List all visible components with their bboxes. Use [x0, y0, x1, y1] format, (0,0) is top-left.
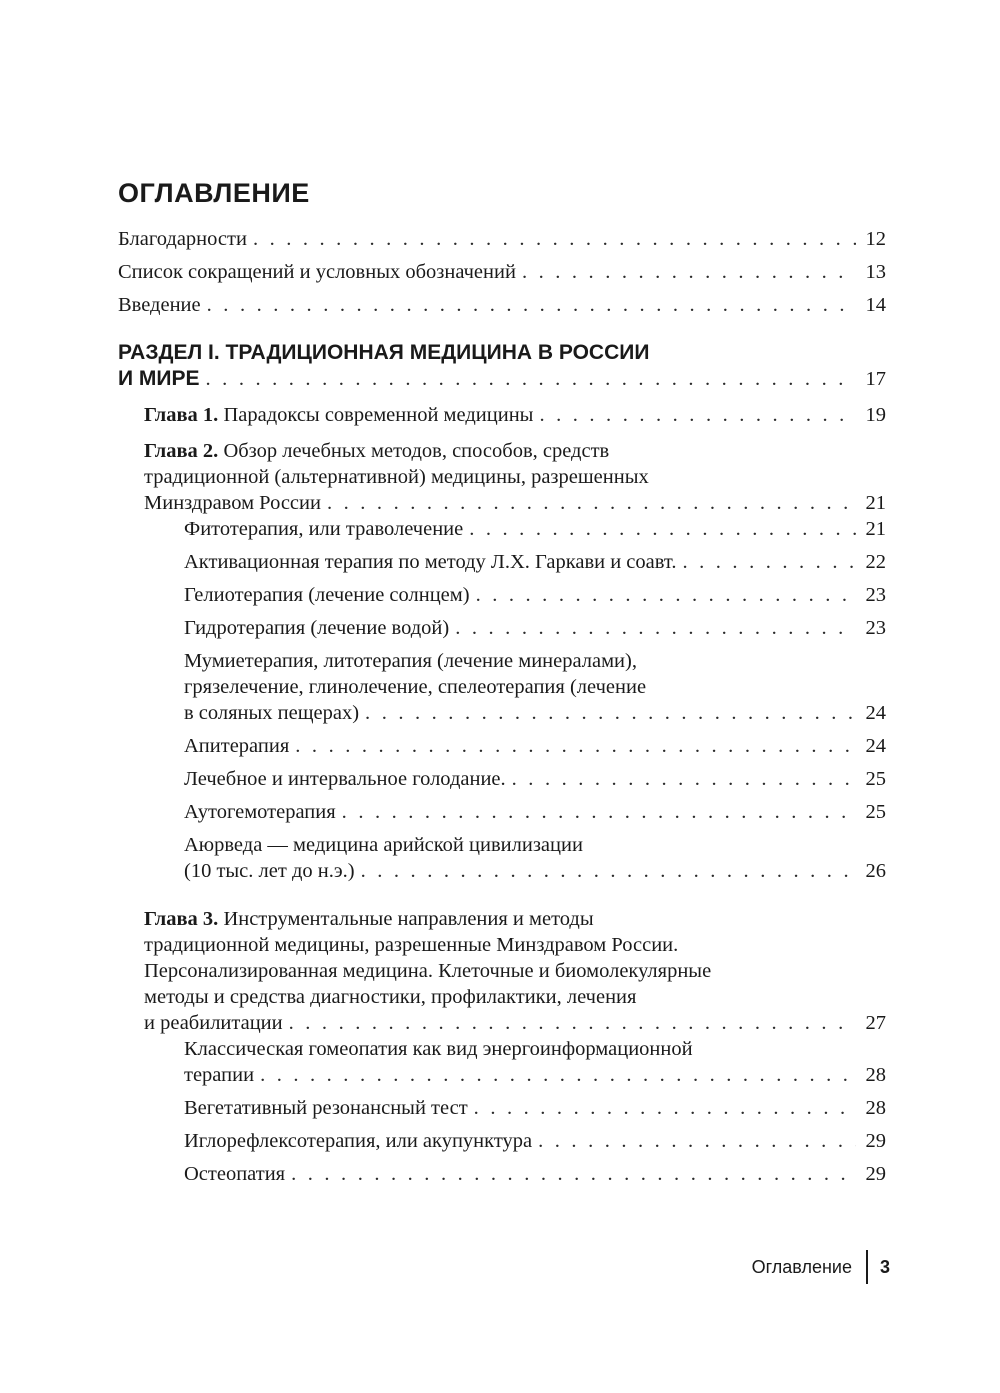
toc-page-number: 21 — [865, 492, 886, 514]
toc-entry-text: Фитотерапия, или траволечение — [184, 518, 464, 540]
toc-page-number: 23 — [865, 584, 886, 606]
toc-entry-text: Иглорефлексотерапия, или акупунктура — [184, 1130, 533, 1152]
toc-subentry[interactable] — [184, 832, 886, 884]
toc-page-number: 25 — [865, 768, 886, 790]
dot-leader — [291, 1161, 856, 1187]
toc-entry-text: Персонализированная медицина. Клеточные и биомолекулярные — [144, 960, 712, 982]
chapter-prefix: Глава 3. — [144, 908, 219, 930]
dot-leader — [206, 366, 856, 392]
toc-subentry[interactable] — [184, 549, 886, 575]
toc-page-number: 24 — [865, 702, 886, 724]
dot-leader — [512, 766, 856, 792]
dot-leader — [253, 226, 856, 252]
toc-page-number: 17 — [865, 368, 886, 390]
toc-page-number: 19 — [865, 404, 886, 426]
dot-leader — [539, 402, 856, 428]
toc-entry-text: традиционной (альтернативной) медицины, разрешенных — [144, 466, 649, 488]
toc-page-number: 27 — [865, 1012, 886, 1034]
toc-entry-text: Мумиетерапия, литотерапия (лечение минералами), — [184, 650, 637, 672]
toc-entry-text: Парадоксы современной медицины — [223, 404, 534, 426]
dot-leader — [476, 582, 856, 608]
dot-leader — [682, 549, 856, 575]
toc-entry-introduction[interactable] — [118, 292, 886, 318]
toc-entry-text: и реабилитации — [144, 1012, 283, 1034]
toc-entry-text: Инструментальные направления и методы — [223, 908, 594, 930]
toc-entry-text: Обзор лечебных методов, способов, средств — [223, 440, 610, 462]
chapter-prefix: Глава 1. — [144, 404, 219, 426]
toc-entry-text: Гелиотерапия (лечение солнцем) — [184, 584, 470, 606]
dot-leader — [361, 858, 856, 884]
dot-leader — [327, 490, 856, 516]
toc-entry-text: Гидротерапия (лечение водой) — [184, 617, 450, 639]
toc-entry-text: Лечебное и интервальное голодание. — [184, 768, 506, 790]
toc-subentry[interactable] — [184, 615, 886, 641]
toc-subentry[interactable] — [184, 1036, 886, 1088]
toc-entry-text: Аутогемотерапия — [184, 801, 336, 823]
section-title-line: РАЗДЕЛ I. ТРАДИЦИОННАЯ МЕДИЦИНА В РОССИИ — [118, 341, 650, 364]
toc-entry-text: Аюрведа — медицина арийской цивилизации — [184, 834, 583, 856]
page-number: 3 — [879, 1256, 890, 1277]
toc-entry-acknowledgements[interactable] — [118, 226, 886, 252]
toc-subentry[interactable] — [184, 648, 886, 726]
toc-chapter-3[interactable] — [144, 906, 886, 1036]
toc-page-number: 28 — [865, 1064, 886, 1086]
toc-subentry[interactable] — [184, 766, 886, 792]
toc-page-number: 24 — [865, 735, 886, 757]
toc-entry-text: Минздравом России — [144, 492, 321, 514]
toc-entry-text: (10 тыс. лет до н.э.) — [184, 860, 355, 882]
toc-entry-text: Введение — [118, 294, 201, 316]
toc-entry-text: методы и средства диагностики, профилактики, лечения — [144, 986, 637, 1008]
dot-leader — [260, 1062, 856, 1088]
toc-page-number: 25 — [865, 801, 886, 823]
toc-page-number: 14 — [865, 294, 886, 316]
toc-entry-text: Остеопатия — [184, 1163, 286, 1185]
toc-entry-text: в соляных пещерах) — [184, 702, 360, 724]
toc-entry-text: Активационная терапия по методу Л.Х. Гаркави и соавт. — [184, 551, 677, 573]
toc-chapter-1[interactable] — [144, 402, 886, 428]
toc-page-number: 13 — [865, 261, 886, 283]
dot-leader — [538, 1128, 856, 1154]
toc-entry-text: грязелечение, глинолечение, спелеотерапия (лечение — [184, 676, 647, 698]
dot-leader — [522, 259, 856, 285]
toc-subentry[interactable] — [184, 799, 886, 825]
toc-page-number: 29 — [865, 1130, 886, 1152]
dot-leader — [295, 733, 856, 759]
toc-page-number: 29 — [865, 1163, 886, 1185]
toc-section-1[interactable] — [118, 340, 886, 392]
toc-page-number: 26 — [865, 860, 886, 882]
toc-chapter-2[interactable] — [144, 438, 886, 516]
toc-page-number: 22 — [865, 551, 886, 573]
dot-leader — [289, 1010, 856, 1036]
toc-entry-text: Список сокращений и условных обозначений — [118, 261, 516, 283]
toc-subentry[interactable] — [184, 582, 886, 608]
toc-subentry[interactable] — [184, 516, 886, 542]
toc-entry-abbreviations[interactable] — [118, 259, 886, 285]
toc-entry-text: Классическая гомеопатия как вид энергоинформационной — [184, 1038, 693, 1060]
dot-leader — [455, 615, 856, 641]
page-footer — [752, 1250, 890, 1284]
toc-subentry[interactable] — [184, 1161, 886, 1187]
toc-page-number: 23 — [865, 617, 886, 639]
toc-entry-text: Благодарности — [118, 228, 247, 250]
running-header-label: Оглавление — [751, 1256, 852, 1277]
dot-leader — [342, 799, 856, 825]
toc-page-number: 21 — [865, 518, 886, 540]
dot-leader — [474, 1095, 856, 1121]
toc-page-number: 12 — [865, 228, 886, 250]
toc-subentry[interactable] — [184, 1128, 886, 1154]
toc-subentry[interactable] — [184, 1095, 886, 1121]
page-title: ОГЛАВЛЕНИЕ — [118, 178, 310, 208]
toc-entry-text: традиционной медицины, разрешенные Минздравом России. — [144, 934, 679, 956]
table-of-contents — [118, 226, 886, 1187]
dot-leader — [207, 292, 856, 318]
section-title-line: И МИРЕ — [118, 367, 200, 390]
chapter-prefix: Глава 2. — [144, 440, 219, 462]
toc-entry-text: Вегетативный резонансный тест — [184, 1097, 468, 1119]
toc-entry-text: Апитерапия — [184, 735, 290, 757]
toc-subentry[interactable] — [184, 733, 886, 759]
dot-leader — [365, 700, 856, 726]
toc-page-number: 28 — [865, 1097, 886, 1119]
dot-leader — [469, 516, 856, 542]
toc-entry-text: терапии — [184, 1064, 255, 1086]
